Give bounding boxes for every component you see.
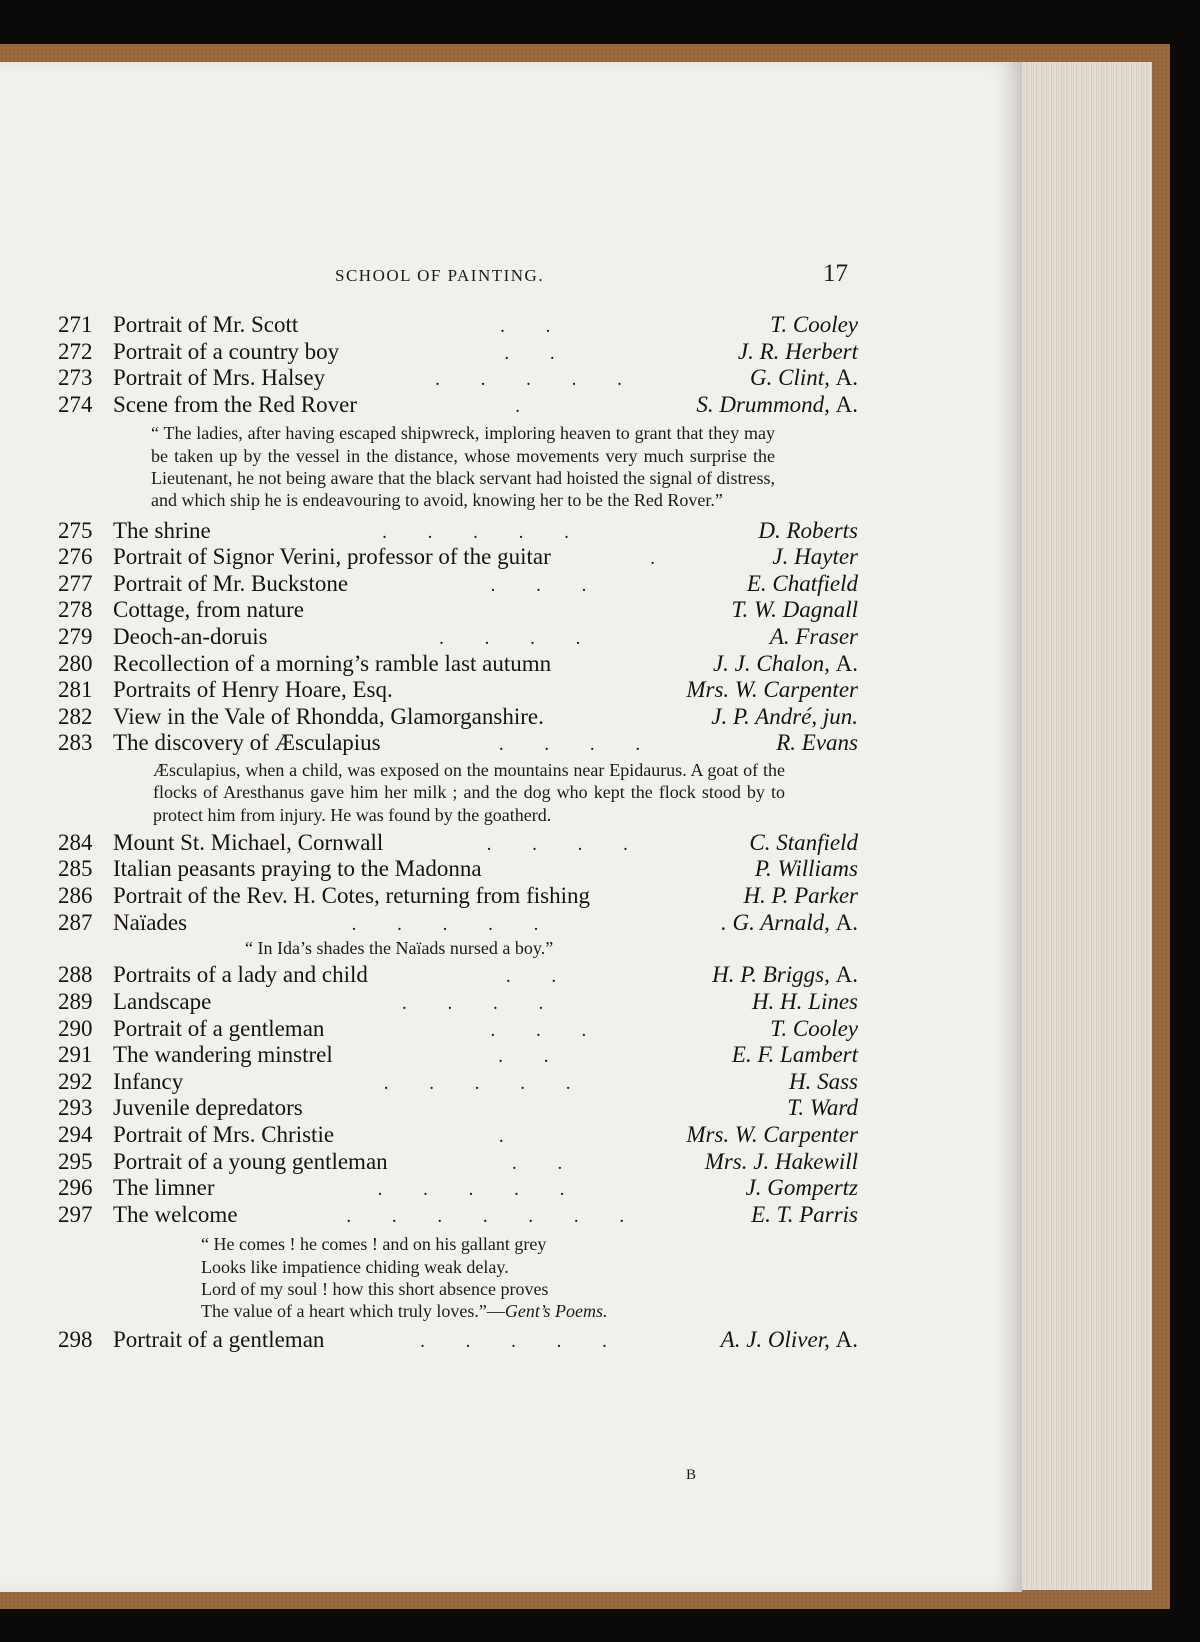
entry-282 xyxy=(58,704,858,731)
running-head: SCHOOL OF PAINTING. xyxy=(335,266,545,285)
entry-number: 277 xyxy=(58,570,93,596)
verse-text: The value of a heart which truly loves.”— xyxy=(201,1301,505,1322)
entry-number: 272 xyxy=(58,338,93,364)
artist-name: J. Gompertz xyxy=(745,1175,858,1201)
entry-298 xyxy=(58,1327,858,1354)
signature-mark: B xyxy=(686,1467,697,1483)
entry-title: Infancy xyxy=(113,1068,184,1094)
academy-rank: A. xyxy=(835,650,858,676)
entry-title: The wandering minstrel xyxy=(113,1042,333,1068)
entry-title: View in the Vale of Rhondda, Glamorganshire. xyxy=(113,703,544,729)
leader-dots: . . xyxy=(500,316,569,337)
artist-name: T. Cooley xyxy=(770,1015,858,1041)
entry-title: Portrait of a gentleman xyxy=(113,1326,325,1352)
artist-name: E. F. Lambert xyxy=(731,1042,858,1068)
entry-number: 278 xyxy=(58,597,93,623)
artist-name: R. Evans xyxy=(776,730,858,756)
entry-title: Portrait of Mrs. Christie xyxy=(113,1122,335,1148)
entry-296 xyxy=(58,1175,858,1202)
entry-297 xyxy=(58,1202,858,1229)
entry-number: 286 xyxy=(58,882,93,908)
entry-title: Portrait of Signor Verini, professor of the guitar xyxy=(113,544,551,570)
entry-number: 285 xyxy=(58,856,93,882)
verse-line: “ He comes ! he comes ! and on his gallant grey xyxy=(201,1234,547,1255)
entry-artist xyxy=(776,730,858,756)
entry-artist xyxy=(787,1095,858,1121)
artist-name: C. Stanfield xyxy=(749,829,858,855)
leader-dots: . . . xyxy=(490,1019,605,1041)
quote-287: “ In Ida’s shades the Naïads nursed a boy.” xyxy=(245,938,554,959)
entry-title: Portrait of Mrs. Halsey xyxy=(113,365,326,391)
entry-title: Portraits of Henry Hoare, Esq. xyxy=(113,677,393,703)
entry-artist xyxy=(738,339,858,365)
entry-272 xyxy=(58,339,858,366)
entry-artist xyxy=(712,962,858,988)
entry-number: 280 xyxy=(58,650,93,676)
leader-dots: . . xyxy=(512,1152,581,1174)
artist-name: H. P. Parker xyxy=(743,882,858,908)
artist-name: H. H. Lines xyxy=(751,989,858,1015)
leader-dots: . xyxy=(515,395,539,417)
entry-273 xyxy=(58,365,858,392)
entry-number: 271 xyxy=(58,312,93,337)
artist-name: Mrs. W. Carpenter xyxy=(686,1122,858,1148)
entry-title: Portrait of a young gentleman xyxy=(113,1148,388,1174)
entry-281 xyxy=(58,677,858,704)
leader-dots: . xyxy=(650,548,673,570)
entry-number: 291 xyxy=(58,1042,93,1068)
artist-name: J. J. Chalon, xyxy=(712,650,830,676)
entry-275 xyxy=(58,518,858,545)
entry-artist xyxy=(711,704,858,730)
verse-line: Looks like impatience chiding weak delay. xyxy=(201,1256,509,1277)
entry-number: 282 xyxy=(58,703,93,729)
artist-name: E. T. Parris xyxy=(751,1201,858,1227)
entry-artist xyxy=(751,1202,858,1228)
entry-title: Portrait of a gentleman xyxy=(113,1015,325,1041)
entry-artist xyxy=(713,651,858,677)
academy-rank: A. xyxy=(835,962,858,988)
entry-title: Landscape xyxy=(113,989,212,1015)
entry-title: Italian peasants praying to the Madonna xyxy=(113,856,482,882)
entry-number: 294 xyxy=(58,1122,93,1148)
leader-dots: . . . . . xyxy=(435,369,640,391)
artist-name: A. Fraser xyxy=(769,623,858,649)
entry-286 xyxy=(58,883,858,910)
entry-artist xyxy=(789,1069,858,1095)
entry-number: 292 xyxy=(58,1068,93,1094)
entry-artist xyxy=(772,544,858,570)
entry-277 xyxy=(58,571,858,598)
academy-rank: A. xyxy=(835,391,858,417)
artist-name: T. Ward xyxy=(787,1095,858,1121)
entry-number: 296 xyxy=(58,1175,93,1201)
entry-number: 276 xyxy=(58,544,93,570)
quote-283: Æsculapius, when a child, was exposed on the mountains near Epidaurus. A goat of the flocks of Aresthanus gave him her milk ; and the dog who kept the flock stood by to protect him from injury. He was found by the goatherd. xyxy=(153,759,785,825)
artist-name: D. Roberts xyxy=(758,517,858,543)
entry-title: Portrait of the Rev. H. Cotes, returning from fishing xyxy=(113,882,590,908)
entry-artist xyxy=(747,571,858,597)
leader-dots: . . . . . xyxy=(377,1179,583,1201)
entry-artist xyxy=(732,1042,858,1068)
page-edges xyxy=(1010,62,1152,1590)
artist-name: J. R. Herbert xyxy=(737,338,858,364)
artist-name: Mrs. J. Hakewill xyxy=(704,1148,858,1174)
entry-title: Portraits of a lady and child xyxy=(113,962,368,988)
catalogue-entries xyxy=(58,312,858,1353)
leader-dots: . . . . . xyxy=(382,521,587,543)
entry-number: 297 xyxy=(58,1201,93,1227)
entry-artist xyxy=(705,1149,858,1175)
entry-271 xyxy=(58,312,858,339)
entry-274 xyxy=(58,392,858,419)
entry-title: Naïades xyxy=(113,909,188,935)
entry-284 xyxy=(58,830,858,857)
leader-dots: . . . . . xyxy=(383,1072,589,1094)
entry-number: 295 xyxy=(58,1148,93,1174)
entry-number: 287 xyxy=(58,909,93,935)
entry-title: Portrait of Mr. Scott xyxy=(113,312,299,337)
entry-artist xyxy=(721,910,858,936)
entry-artist xyxy=(749,830,858,856)
entry-276 xyxy=(58,544,858,571)
entry-artist xyxy=(686,1122,858,1148)
entry-artist xyxy=(721,1327,858,1353)
artist-name: J. P. André, jun. xyxy=(711,703,858,729)
entry-number: 289 xyxy=(58,989,93,1015)
entry-title: Juvenile depredators xyxy=(113,1095,303,1121)
entry-number: 290 xyxy=(58,1015,93,1041)
verse-line xyxy=(201,1300,858,1322)
academy-rank: A. xyxy=(835,1326,858,1352)
leader-dots: . . xyxy=(498,1046,567,1068)
entry-283 xyxy=(58,730,858,757)
academy-rank: A. xyxy=(835,909,858,935)
entry-title: Portrait of Mr. Buckstone xyxy=(113,570,349,596)
artist-name: Mrs. W. Carpenter xyxy=(686,677,858,703)
entry-title: Recollection of a morning’s ramble last autumn xyxy=(113,650,552,676)
entry-artist xyxy=(770,1016,858,1042)
page-header xyxy=(0,260,1022,290)
entry-artist xyxy=(752,989,858,1015)
page-number: 17 xyxy=(823,260,848,287)
leader-dots: . . . . xyxy=(402,993,562,1015)
artist-name: A. J. Oliver, xyxy=(720,1326,830,1352)
entry-290 xyxy=(58,1016,858,1043)
leader-dots: . . . . . xyxy=(351,913,557,935)
entry-number: 275 xyxy=(58,517,93,543)
leader-dots: . . . . . xyxy=(420,1330,625,1352)
entry-title: Mount St. Michael, Cornwall xyxy=(113,829,384,855)
verse-line: Lord of my soul ! how this short absence proves xyxy=(201,1279,549,1299)
entry-artist xyxy=(731,597,858,623)
entry-artist xyxy=(686,677,858,703)
entry-artist xyxy=(750,365,858,391)
entry-295 xyxy=(58,1149,858,1176)
entry-293 xyxy=(58,1095,858,1122)
entry-title: Deoch-an-doruis xyxy=(113,623,268,649)
artist-name: P. Williams xyxy=(754,856,858,882)
leader-dots: . xyxy=(498,1126,522,1148)
entry-number: 284 xyxy=(58,829,93,855)
artist-name: G. Clint, xyxy=(750,365,830,391)
artist-name: . G. Arnald, xyxy=(721,909,830,935)
leader-dots: . . . . xyxy=(498,734,659,756)
leader-dots: . . . . xyxy=(439,627,599,649)
entry-288 xyxy=(58,962,858,989)
leader-dots: . . . . . . . xyxy=(346,1205,643,1227)
academy-rank: A. xyxy=(835,365,858,391)
entry-artist xyxy=(758,518,858,544)
entry-artist xyxy=(743,883,858,909)
entry-number: 273 xyxy=(58,365,93,391)
entry-title: Cottage, from nature xyxy=(113,597,304,623)
leader-dots: . . xyxy=(504,342,573,364)
verse-source: Gent’s Poems. xyxy=(504,1301,608,1322)
artist-name: T. W. Dagnall xyxy=(731,597,858,623)
artist-name: H. P. Briggs, xyxy=(712,962,830,988)
entry-292 xyxy=(58,1069,858,1096)
entry-title: The limner xyxy=(113,1175,215,1201)
entry-number: 283 xyxy=(58,730,93,756)
entry-279 xyxy=(58,624,858,651)
entry-title: The discovery of Æsculapius xyxy=(113,730,381,756)
entry-artist xyxy=(770,624,858,650)
entry-280 xyxy=(58,651,858,678)
leader-dots: . . . . xyxy=(486,833,646,855)
entry-number: 281 xyxy=(58,677,93,703)
entry-title: The welcome xyxy=(113,1201,238,1227)
entry-title: Scene from the Red Rover xyxy=(113,391,357,417)
entry-278 xyxy=(58,597,858,624)
entry-artist xyxy=(755,856,858,882)
artist-name: T. Cooley xyxy=(770,312,858,337)
entry-artist xyxy=(770,312,858,338)
entry-number: 298 xyxy=(58,1326,93,1352)
entry-artist xyxy=(746,1175,858,1201)
book-page xyxy=(0,62,1022,1592)
artist-name: J. Hayter xyxy=(772,544,858,570)
artist-name: E. Chatfield xyxy=(746,570,858,596)
entry-artist xyxy=(696,392,858,418)
entry-287 xyxy=(58,910,858,937)
artist-name: H. Sass xyxy=(788,1068,858,1094)
entry-title: Portrait of a country boy xyxy=(113,338,340,364)
leader-dots: . . . xyxy=(490,574,605,596)
quote-297 xyxy=(201,1233,858,1322)
entry-294 xyxy=(58,1122,858,1149)
entry-number: 279 xyxy=(58,623,93,649)
entry-291 xyxy=(58,1042,858,1069)
entry-number: 274 xyxy=(58,391,93,417)
entry-title: The shrine xyxy=(113,517,211,543)
entry-285 xyxy=(58,856,858,883)
entry-number: 288 xyxy=(58,962,93,988)
leader-dots: . . xyxy=(505,966,575,988)
entry-289 xyxy=(58,989,858,1016)
quote-274: “ The ladies, after having escaped shipwreck, imploring heaven to grant that they may be taken up by the vessel in the distance, whose movements very much surprise the Lieutenant, he not being aware that the black servant had hoisted the signal of distress, and which ship he is endeavouring to avoid, knowing her to be the Red Rover.” xyxy=(151,423,775,511)
artist-name: S. Drummond, xyxy=(696,391,830,417)
entry-number: 293 xyxy=(58,1095,93,1121)
